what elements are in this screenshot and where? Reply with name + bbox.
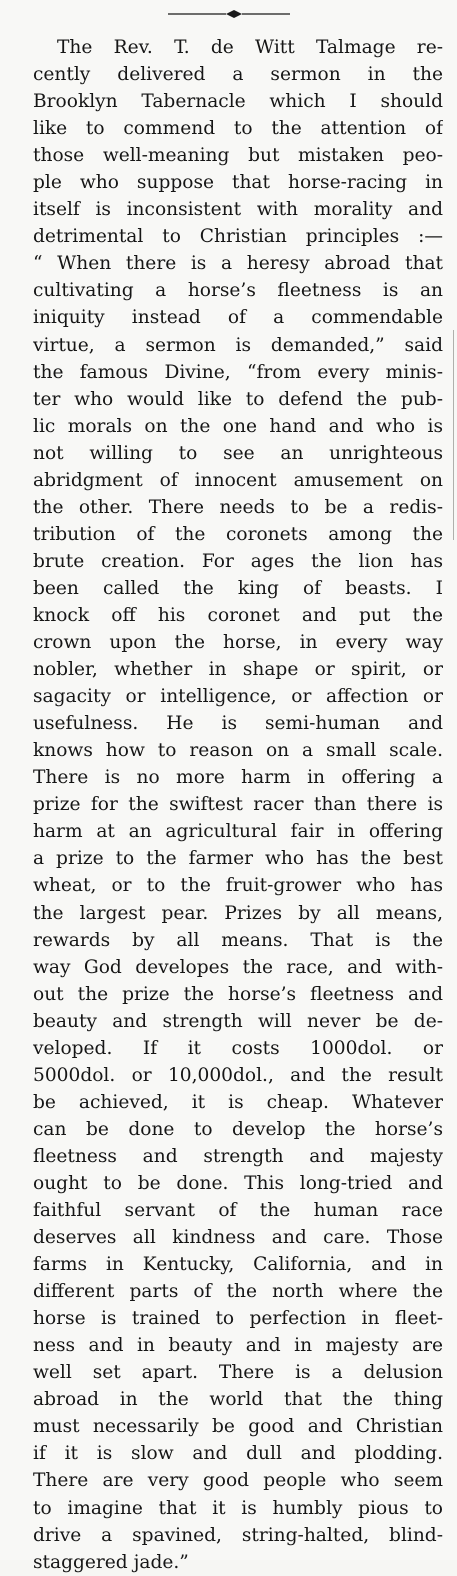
- article-line: There is no more harm in offering a: [33, 767, 443, 789]
- article-line: way God developes the race, and with-: [33, 956, 443, 978]
- article-line: harm at an agricultural fair in offering: [33, 821, 443, 843]
- article-line: detrimental to Christian principles :—: [33, 226, 443, 248]
- article-line: virtue, a sermon is demanded,” said: [33, 334, 443, 356]
- article-line: not willing to see an unrighteous: [33, 442, 443, 464]
- article-line: crown upon the horse, in every way: [33, 632, 443, 654]
- article-line: can be done to develop the horse’s: [33, 1118, 443, 1140]
- article-line: like to commend to the attention of: [33, 118, 443, 140]
- article-body: [33, 34, 443, 1576]
- article-line: 5000dol. or 10,000dol., and the result: [33, 1064, 443, 1086]
- article-line: usefulness. He is semi-human and: [33, 713, 443, 735]
- article-line: prize for the swiftest racer than there is: [33, 794, 443, 816]
- article-line: deserves all kindness and care. Those: [33, 1227, 443, 1249]
- article-line: well set apart. There is a delusion: [33, 1362, 443, 1384]
- divider-ornament-icon: [0, 4, 457, 24]
- article-line: staggered jade.”: [33, 1551, 189, 1573]
- article-line: veloped. If it costs 1000dol. or: [33, 1037, 443, 1059]
- article-line: a prize to the farmer who has the best: [33, 848, 443, 870]
- article-line: to imagine that it is humbly pious to: [33, 1497, 443, 1519]
- article-line: iniquity instead of a commendable: [33, 307, 443, 329]
- article-line: the famous Divine, “from every minis-: [33, 361, 443, 383]
- article-line: rewards by all means. That is the: [33, 929, 443, 951]
- article-line: farms in Kentucky, California, and in: [33, 1254, 443, 1276]
- article-line: if it is slow and dull and plodding.: [33, 1443, 443, 1465]
- article-line: lic morals on the one hand and who is: [33, 415, 443, 437]
- article-line: wheat, or to the fruit-grower who has: [33, 875, 443, 897]
- article-line: knows how to reason on a small scale.: [33, 740, 443, 762]
- article-line: fleetness and strength and majesty: [33, 1145, 443, 1167]
- article-line: cently delivered a sermon in the: [33, 64, 443, 86]
- article-line: knock off his coronet and put the: [33, 604, 443, 626]
- article-line: The Rev. T. de Witt Talmage re-: [57, 37, 443, 58]
- article-line: those well-meaning but mistaken peo-: [33, 145, 443, 167]
- article-line: different parts of the north where the: [33, 1281, 443, 1303]
- article-line: Brooklyn Tabernacle which I should: [33, 91, 443, 113]
- article-line: horse is trained to perfection in fleet-: [33, 1308, 443, 1330]
- article-line: There are very good people who seem: [33, 1470, 443, 1492]
- article-line: tribution of the coronets among the: [33, 523, 443, 545]
- article-line: itself is inconsistent with morality and: [33, 199, 443, 221]
- article-line: ple who suppose that horse-racing in: [33, 172, 443, 194]
- article-line: sagacity or intelligence, or affection or: [33, 686, 443, 708]
- article-line: abroad in the world that the thing: [33, 1389, 443, 1411]
- article-line: ness and in beauty and in majesty are: [33, 1335, 443, 1357]
- article-line: been called the king of beasts. I: [33, 577, 443, 599]
- article-line: the other. There needs to be a redis-: [33, 496, 443, 518]
- article-line: ought to be done. This long-tried and: [33, 1172, 443, 1194]
- article-line: the largest pear. Prizes by all means,: [33, 902, 443, 924]
- article-line: drive a spavined, string-halted, blind-: [33, 1524, 443, 1546]
- article-line: out the prize the horse’s fleetness and: [33, 983, 443, 1005]
- article-line: must necessarily be good and Christian: [33, 1416, 443, 1438]
- column-edge-rule: [453, 330, 454, 540]
- article-line: brute creation. For ages the lion has: [33, 550, 443, 572]
- article-line: faithful servant of the human race: [33, 1200, 443, 1222]
- article-line: abridgment of innocent amusement on: [33, 469, 443, 491]
- article-line: cultivating a horse’s fleetness is an: [33, 280, 443, 302]
- article-line: ter who would like to defend the pub-: [33, 388, 443, 410]
- article-line: nobler, whether in shape or spirit, or: [33, 659, 443, 681]
- article-line: beauty and strength will never be de-: [33, 1010, 443, 1032]
- article-line: be achieved, it is cheap. Whatever: [33, 1091, 443, 1113]
- article-line: “ When there is a heresy abroad that: [33, 253, 443, 275]
